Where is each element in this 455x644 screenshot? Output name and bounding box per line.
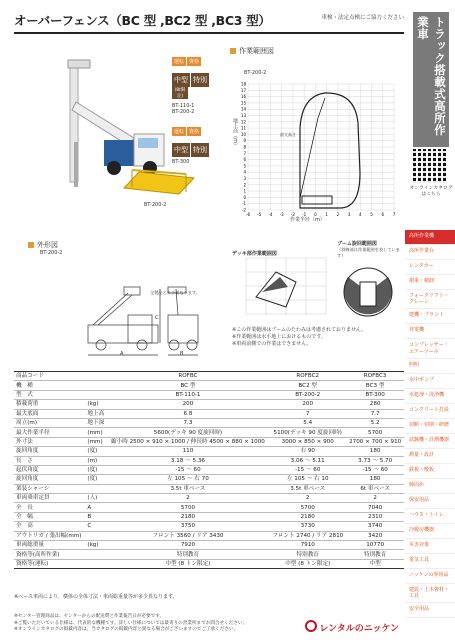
- table-cell: 5700: [346, 428, 404, 437]
- table-cell: 旋回角度: [14, 447, 85, 456]
- x-tick-label: -1: [302, 212, 307, 217]
- table-cell: 3750: [107, 522, 269, 531]
- table-cell: 3.18 ～ 5.36: [107, 456, 269, 465]
- outline-drawing: [68, 285, 218, 363]
- x-tick-label: -5: [257, 212, 262, 217]
- section-marker-icon: [28, 242, 34, 248]
- sidebar-vertical-title: トラック搭載式高所作業車: [413, 12, 449, 147]
- badge-qual: 資格: [189, 59, 200, 65]
- sidebar-menu-item[interactable]: 鉄板・敷板: [405, 464, 455, 479]
- qr-code-icon[interactable]: [413, 149, 447, 183]
- table-cell: フロント 3560 / リア 3430: [107, 531, 269, 540]
- table-cell: 特別教育: [346, 550, 404, 559]
- work-range-grid: [241, 82, 396, 218]
- table-cell: 最大底面: [14, 409, 85, 418]
- table-cell: 7: [269, 409, 346, 418]
- table-cell: 180: [346, 447, 404, 456]
- y-tick-label: 9: [243, 138, 246, 144]
- sidebar-menu-item[interactable]: 試験機・計測機器: [405, 434, 455, 449]
- badge-8t: (8t限定): [172, 87, 188, 99]
- table-cell: BT-200-2: [269, 390, 346, 399]
- table-row: [14, 531, 404, 540]
- table-row: [14, 494, 404, 503]
- table-row: [14, 465, 404, 474]
- y-tick-label: 16: [240, 94, 246, 100]
- y-tick-label: 13: [240, 113, 246, 118]
- table-row: [14, 559, 404, 568]
- table-cell: -15 ～ 60: [346, 465, 404, 474]
- table-cell: (度): [85, 465, 106, 474]
- table-cell: 機 種: [14, 381, 85, 390]
- deck-range-title: デッキ部作業範囲図: [232, 251, 277, 257]
- sidebar-menu-item[interactable]: 水中ポンプ: [405, 374, 455, 389]
- header-note: 車検・法定点検にご協力ください: [321, 15, 404, 21]
- section-work-range: 作業範囲図: [230, 46, 274, 56]
- table-cell: 2: [107, 494, 269, 503]
- sidebar-menu-item[interactable]: 電気工具: [405, 554, 455, 569]
- sidebar-menu-item[interactable]: 安全用品: [405, 603, 455, 618]
- y-tick-label: 14: [240, 106, 246, 112]
- table-cell: 5700: [269, 503, 346, 512]
- table-cell: 2180: [269, 512, 346, 521]
- badge-qual-2: 資格: [189, 129, 200, 135]
- table-cell: (kg): [85, 541, 106, 550]
- license-badges-2: [172, 118, 222, 165]
- table-row: [14, 541, 404, 550]
- table-cell: 2310: [346, 512, 404, 521]
- x-tick-label: -4: [268, 212, 273, 217]
- brand-mark-icon: [305, 620, 317, 632]
- table-cell: 中型: [346, 559, 404, 568]
- sidebar-menu-item[interactable]: 照明: [405, 359, 455, 374]
- table-cell: 車両総重量: [14, 541, 85, 550]
- x-tick-label: 3: [347, 212, 351, 217]
- sidebar-menu-item[interactable]: 高所作業機: [405, 230, 455, 245]
- sidebar-menu-item[interactable]: 建設・土木資材・工具: [405, 584, 455, 603]
- work-deck-top: [68, 60, 90, 68]
- table-cell: 2180: [107, 512, 269, 521]
- table-header-cell: ROFBC: [107, 372, 269, 381]
- dim-a: A: [120, 351, 124, 357]
- sidebar-menu-item[interactable]: 発電機: [405, 324, 455, 339]
- table-cell: -15 ～ 60: [107, 465, 269, 474]
- table-cell: 180: [346, 475, 404, 484]
- table-cell: 地下深: [85, 418, 106, 427]
- table-cell: (mm): [85, 428, 106, 437]
- table-cell: 280: [346, 400, 404, 409]
- sidebar-menu-item[interactable]: フォークリフト・クレーン: [405, 290, 455, 309]
- table-cell: 6t 車ベース: [346, 484, 404, 493]
- table-cell: 長 さ: [14, 456, 85, 465]
- note-3: ※車両前側での作業はできません。: [232, 341, 312, 347]
- sidebar-menu-item[interactable]: コンプレッサー・エアーツール: [405, 339, 455, 358]
- sidebar-menu-item[interactable]: ニッケンの専用品: [405, 569, 455, 584]
- table-row: [14, 409, 404, 418]
- table-cell: 全 高: [14, 522, 85, 531]
- table-cell: [85, 559, 106, 568]
- sidebar-menu-item[interactable]: ハウス・トイレ: [405, 509, 455, 524]
- table-cell: (度): [85, 475, 106, 484]
- models-2: BT-300: [172, 159, 190, 165]
- table-cell: B: [85, 512, 106, 521]
- x-tick-label: -3: [279, 212, 284, 217]
- table-cell: 5700: [107, 503, 269, 512]
- note-2: ※作業範囲は水平地上におけるものです。: [232, 334, 326, 340]
- y-tick-label: 3: [243, 176, 246, 181]
- table-cell: A: [85, 503, 106, 512]
- table-cell: 型 式: [14, 390, 85, 399]
- y-tick-label: 5: [243, 163, 246, 169]
- table-cell: 積載荷重: [14, 400, 85, 409]
- x-tick-label: 7: [392, 212, 396, 217]
- sidebar-menu-item[interactable]: コンクリート打設: [405, 404, 455, 419]
- x-tick-label: -6: [246, 212, 250, 217]
- table-cell: (kg): [85, 400, 106, 409]
- x-tick-label: 2: [336, 212, 340, 217]
- table-cell: 左 105 ～ 右 10: [269, 475, 346, 484]
- table-row: [14, 503, 404, 512]
- y-tick-label: 11: [240, 125, 246, 131]
- table-row: [14, 550, 404, 559]
- sidebar-menu: [405, 230, 455, 618]
- y-tick-label: 1: [243, 188, 246, 194]
- table-cell: 7040: [346, 503, 404, 512]
- table-cell: 5.4: [269, 418, 346, 427]
- deck-range-diagram: [236, 252, 331, 318]
- sidebar-menu-item[interactable]: 水処理・洗浄機: [405, 389, 455, 404]
- table-row: [14, 381, 404, 390]
- badge-special: 特別: [191, 73, 209, 87]
- table-cell: 200: [107, 400, 269, 409]
- table-cell: アウトリガ / 張出幅(mm): [14, 531, 85, 540]
- qr-caption: オンラインカタログはこちら: [409, 186, 453, 197]
- boom-range-diagram: [338, 262, 398, 322]
- table-cell: 全 幅: [14, 512, 85, 521]
- table-cell: 架装シャーシ: [14, 484, 85, 493]
- table-cell: 資格等(高所作業): [14, 550, 85, 559]
- table-row: [14, 437, 404, 446]
- y-tick-label: 15: [240, 100, 246, 106]
- table-cell: 縮小時 2500 × 910 × 1000 / 伸長時 4500 × 880 × 1000: [107, 437, 269, 446]
- work-range-chart: [230, 78, 400, 228]
- models-1: BT-110-1 BT-200-2: [172, 103, 195, 115]
- license-badges-1: [172, 48, 222, 115]
- table-cell: 3730: [269, 522, 346, 531]
- badge-medium-2: 中型: [172, 143, 190, 157]
- table-row: [14, 428, 404, 437]
- y-tick-label: 2: [243, 182, 246, 188]
- x-tick-label: 0: [314, 212, 317, 217]
- spec-footnote: ※ベース車両により、横体の全体寸法・車両総重量等が多少異なります。: [14, 594, 178, 600]
- spec-table: [14, 371, 404, 569]
- table-cell: BC3 型: [346, 381, 404, 390]
- y-tick-label: 17: [240, 87, 246, 93]
- right-sidebar: [405, 0, 455, 644]
- table-cell: フロント 2740 / リア 2810: [269, 531, 346, 540]
- table-cell: 資格等(運転): [14, 559, 85, 568]
- table-row: [14, 390, 404, 399]
- y-tick-label: 4: [243, 169, 246, 175]
- sidebar-menu-item[interactable]: 災害対策: [405, 539, 455, 554]
- boom-range-sub: （斜線部は作業範囲を表しています）: [337, 247, 400, 258]
- table-cell: 3.5t 車ベース: [107, 484, 269, 493]
- sidebar-menu-item[interactable]: 冷暖房機器: [405, 524, 455, 539]
- table-cell: 7.7: [346, 409, 404, 418]
- table-cell: 特別教育: [269, 550, 346, 559]
- table-cell: 3.73 ～ 5.70: [346, 456, 404, 465]
- x-tick-label: 1: [325, 212, 328, 217]
- table-cell: [85, 381, 106, 390]
- table-cell: 2700 × 700 × 910: [346, 437, 404, 446]
- table-cell: 3420: [346, 531, 404, 540]
- photo-caption: BT-200-2: [144, 202, 167, 208]
- work-range-notes: [232, 326, 404, 347]
- table-cell: 最大作業半径: [14, 428, 85, 437]
- sidebar-menu-item[interactable]: 締固め: [405, 479, 455, 494]
- table-cell: BT-300: [346, 390, 404, 399]
- y-tick-label: 6: [243, 157, 246, 163]
- table-cell: [85, 484, 106, 493]
- table-cell: 起伏角度: [14, 465, 85, 474]
- badge-drive-2: 運転: [174, 129, 185, 135]
- table-cell: 2: [269, 494, 346, 503]
- sidebar-menu-item[interactable]: 建機・プラント: [405, 309, 455, 324]
- table-cell: (mm): [85, 437, 106, 446]
- table-cell: 7.3: [107, 418, 269, 427]
- x-tick-label: 5: [370, 212, 373, 217]
- table-row: [14, 400, 404, 409]
- brand-logo: レンタルのニッケン: [305, 620, 399, 634]
- table-cell: 特別教育: [107, 550, 269, 559]
- badge-drive: 運転: [174, 59, 185, 65]
- table-cell: 中型 (8 トン限定): [269, 559, 346, 568]
- badge-medium: 中型: [172, 73, 190, 87]
- table-cell: 7920: [107, 541, 269, 550]
- section-marker-icon: [230, 48, 236, 54]
- table-cell: [85, 550, 106, 559]
- table-cell: 5100(デッキ 90 度旋回時): [269, 428, 346, 437]
- y-tick-label: 10: [240, 131, 246, 137]
- table-cell: C: [85, 522, 106, 531]
- table-row: [14, 456, 404, 465]
- table-cell: 3000 × 850 × 900: [269, 437, 346, 446]
- dim-b: B: [180, 351, 184, 357]
- table-row: [14, 484, 404, 493]
- table-header-cell: 商品コード: [14, 372, 107, 381]
- footer-line-1: ※センター管理商品は、センターからの配送費と作業報告日が必要です。: [14, 614, 165, 619]
- table-row: [14, 418, 404, 427]
- table-cell: 7910: [269, 541, 346, 550]
- table-cell: 5.2: [346, 418, 404, 427]
- table-cell: 3.5t 車ベース: [269, 484, 346, 493]
- x-tick-label: 6: [381, 212, 385, 217]
- table-cell: 6.8: [107, 409, 269, 418]
- table-cell: 10770: [346, 541, 404, 550]
- footer-line-2: ※ご覧いただいている仕様は、代表的な機種です。詳しい仕様については最寄りの営業所までお問合せください。: [14, 620, 248, 626]
- table-cell: 外寸法: [14, 437, 85, 446]
- work-envelope: [300, 93, 360, 208]
- table-cell: 地上高: [85, 409, 106, 418]
- dim-c: C: [155, 315, 159, 321]
- table-cell: 周立(m): [14, 418, 85, 427]
- y-tick-label: 12: [240, 119, 246, 125]
- table-cell: (人): [85, 494, 106, 503]
- sidebar-menu-item[interactable]: 保安用品: [405, 494, 455, 509]
- work-range-xlabel: 作業半径（m）: [290, 217, 325, 223]
- table-cell: 110: [107, 447, 269, 456]
- x-tick-label: -2: [290, 212, 295, 217]
- table-cell: BT-110-1: [107, 390, 269, 399]
- table-row: [14, 447, 404, 456]
- table-cell: -15 ～ 60: [269, 465, 346, 474]
- table-cell: 右 90: [269, 447, 346, 456]
- y-tick-label: 8: [243, 144, 246, 150]
- table-cell: BC2 型: [269, 381, 346, 390]
- table-cell: [85, 531, 106, 540]
- table-cell: [85, 390, 106, 399]
- table-cell: BC 型: [107, 381, 269, 390]
- table-header-cell: ROFBC2: [269, 372, 346, 381]
- table-header-cell: ROFBC3: [346, 372, 404, 381]
- table-cell: 3.06 ～ 5.11: [269, 456, 346, 465]
- table-cell: 旋回角度: [14, 475, 85, 484]
- boom-range-title: ブーム旋回範囲図: [337, 241, 377, 247]
- outline-note: 全製品と多少異なります。: [150, 290, 200, 295]
- table-row: [14, 475, 404, 484]
- section-outline: 外形図: [28, 240, 58, 250]
- page-header: [14, 10, 404, 34]
- max-height-label: 最大高さ: [280, 132, 296, 137]
- footer-line-3: ※オンラインカタログの掲載内容は、当カタログの掲載内容と異なる場合がございますのでご了承ください。: [14, 627, 239, 632]
- y-tick-label: 7: [243, 150, 246, 156]
- table-cell: 左 105 ～ 右 70: [107, 475, 269, 484]
- table-header-row: [14, 372, 404, 381]
- page-title: オーバーフェンス（BC 型 ,BC2 型 ,BC3 型）: [14, 13, 271, 28]
- table-cell: 5600(デッキ 90 度旋回時): [107, 428, 269, 437]
- x-tick-label: 4: [359, 212, 362, 217]
- y-tick-label: 18: [240, 81, 246, 87]
- y-tick-label: -2: [242, 207, 246, 213]
- work-range-ylabel: 地上高（m）: [232, 118, 238, 148]
- table-cell: (度): [85, 447, 106, 456]
- table-cell: 3740: [346, 522, 404, 531]
- table-cell: 中型 (8 トン限定): [107, 559, 269, 568]
- sidebar-menu-item[interactable]: 揚重・積卸: [405, 275, 455, 290]
- y-tick-label: 0: [243, 194, 246, 200]
- sidebar-menu-item[interactable]: 切断・切削・研磨: [405, 419, 455, 434]
- table-cell: (m): [85, 456, 106, 465]
- table-cell: 車両乗車定員: [14, 494, 85, 503]
- note-1: ※この作業範囲はブームのたわみは考慮されておりません。: [232, 327, 367, 333]
- table-row: [14, 512, 404, 521]
- table-cell: 全 長: [14, 503, 85, 512]
- sidebar-menu-item[interactable]: レンタカー: [405, 260, 455, 275]
- table-row: [14, 522, 404, 531]
- table-cell: 2: [346, 494, 404, 503]
- outline-model: BT-200-2: [40, 250, 63, 256]
- badge-special-2: 特別: [191, 143, 209, 157]
- table-cell: 200: [269, 400, 346, 409]
- y-tick-label: -1: [242, 201, 246, 207]
- sidebar-menu-item[interactable]: 測量・設計: [405, 449, 455, 464]
- work-range-model: BT-200-2: [244, 70, 267, 76]
- sidebar-menu-item[interactable]: 高所作業台: [405, 245, 455, 260]
